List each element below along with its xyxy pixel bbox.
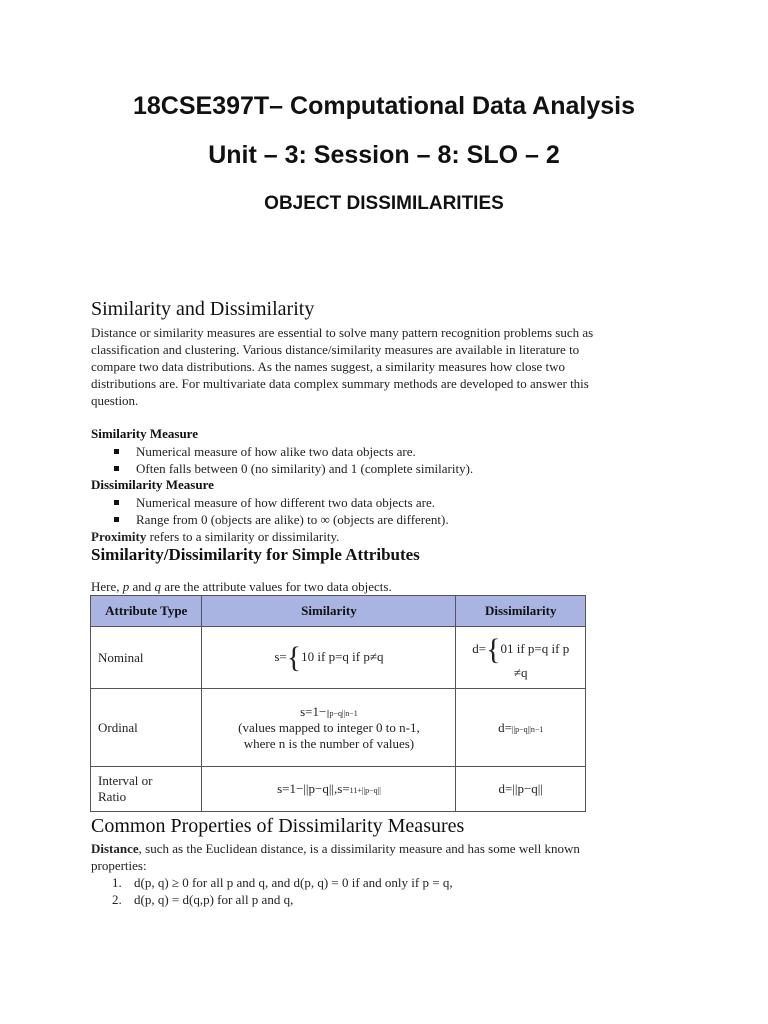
list-item: 2. d(p, q) = d(q,p) for all p and q,	[112, 892, 294, 907]
cell-type: Nominal	[91, 627, 202, 689]
section-heading-simple-attributes: Similarity/Dissimilarity for Simple Attributes	[91, 545, 420, 564]
list-item: Often falls between 0 (no similarity) and 1 (complete similarity).	[112, 460, 473, 477]
cell-dissimilarity: d={01 if p=q if p ≠q	[456, 627, 586, 689]
list-item: 1. d(p, q) ≥ 0 for all p and q, and d(p, q) = 0 if and only if p = q,	[112, 875, 453, 890]
list-item: Range from 0 (objects are alike) to ∞ (objects are different).	[112, 511, 449, 528]
table-row	[91, 689, 586, 767]
dissimilarity-measure-label: Dissimilarity Measure	[91, 477, 214, 492]
intro-line: compare two data distributions. As the names suggest, a similarity measures how close two	[91, 359, 566, 374]
topic-title: OBJECT DISSIMILARITIES	[264, 193, 504, 214]
intro-paragraph	[91, 324, 663, 409]
dissimilarity-list	[112, 494, 449, 528]
header-dissimilarity: Dissimilarity	[456, 596, 586, 627]
unit-title: Unit – 3: Session – 8: SLO – 2	[208, 141, 560, 169]
attribute-table	[90, 595, 586, 812]
header-attribute-type: Attribute Type	[91, 596, 202, 627]
list-item: Numerical measure of how alike two data objects are.	[112, 443, 473, 460]
bullet-icon	[114, 517, 119, 522]
intro-line: question.	[91, 393, 139, 408]
bullet-icon	[114, 466, 119, 471]
cell-similarity: s={10 if p=q if p≠q	[202, 627, 456, 689]
course-title: 18CSE397T– Computational Data Analysis	[132, 92, 635, 120]
cell-similarity: s=1−||p−q||,s=11+||p−q||	[202, 767, 456, 812]
section-heading-similarity: Similarity and Dissimilarity	[91, 298, 315, 320]
table-header-row	[91, 596, 586, 627]
table-row	[91, 767, 586, 812]
bullet-icon	[114, 500, 119, 505]
table-intro: Here, p and q are the attribute values for two data objects.	[91, 579, 392, 594]
header-similarity: Similarity	[202, 596, 456, 627]
list-item: Numerical measure of how different two data objects are.	[112, 494, 449, 511]
cell-dissimilarity: d=||p−q||n−1	[456, 689, 586, 767]
intro-line: classification and clustering. Various distance/similarity measures are available in literature to	[91, 342, 580, 357]
cell-type: Ordinal	[91, 689, 202, 767]
table-row	[91, 627, 586, 689]
cell-dissimilarity: d=||p−q||	[456, 767, 586, 812]
cell-type: Interval or Ratio	[91, 767, 202, 812]
properties-intro: Distance, such as the Euclidean distance, is a dissimilarity measure and has some well known properties:	[91, 841, 580, 873]
properties-list	[112, 874, 453, 908]
distance-term: Distance	[91, 841, 139, 856]
intro-line: distributions are. For multivariate data complex summary methods are developed to answer this	[91, 376, 589, 391]
proximity-term: Proximity	[91, 529, 147, 544]
intro-line: Distance or similarity measures are essential to solve many pattern recognition problems such as	[91, 325, 594, 340]
bullet-icon	[114, 449, 119, 454]
cell-similarity: s=1−||p−q||n−1 (values mapped to integer 0 to n-1, where n is the number of values)	[202, 689, 456, 767]
proximity-line: Proximity refers to a similarity or dissimilarity.	[91, 529, 340, 544]
section-heading-common-properties: Common Properties of Dissimilarity Measures	[91, 815, 465, 837]
similarity-measure-label: Similarity Measure	[91, 426, 198, 441]
similarity-list	[112, 443, 473, 477]
